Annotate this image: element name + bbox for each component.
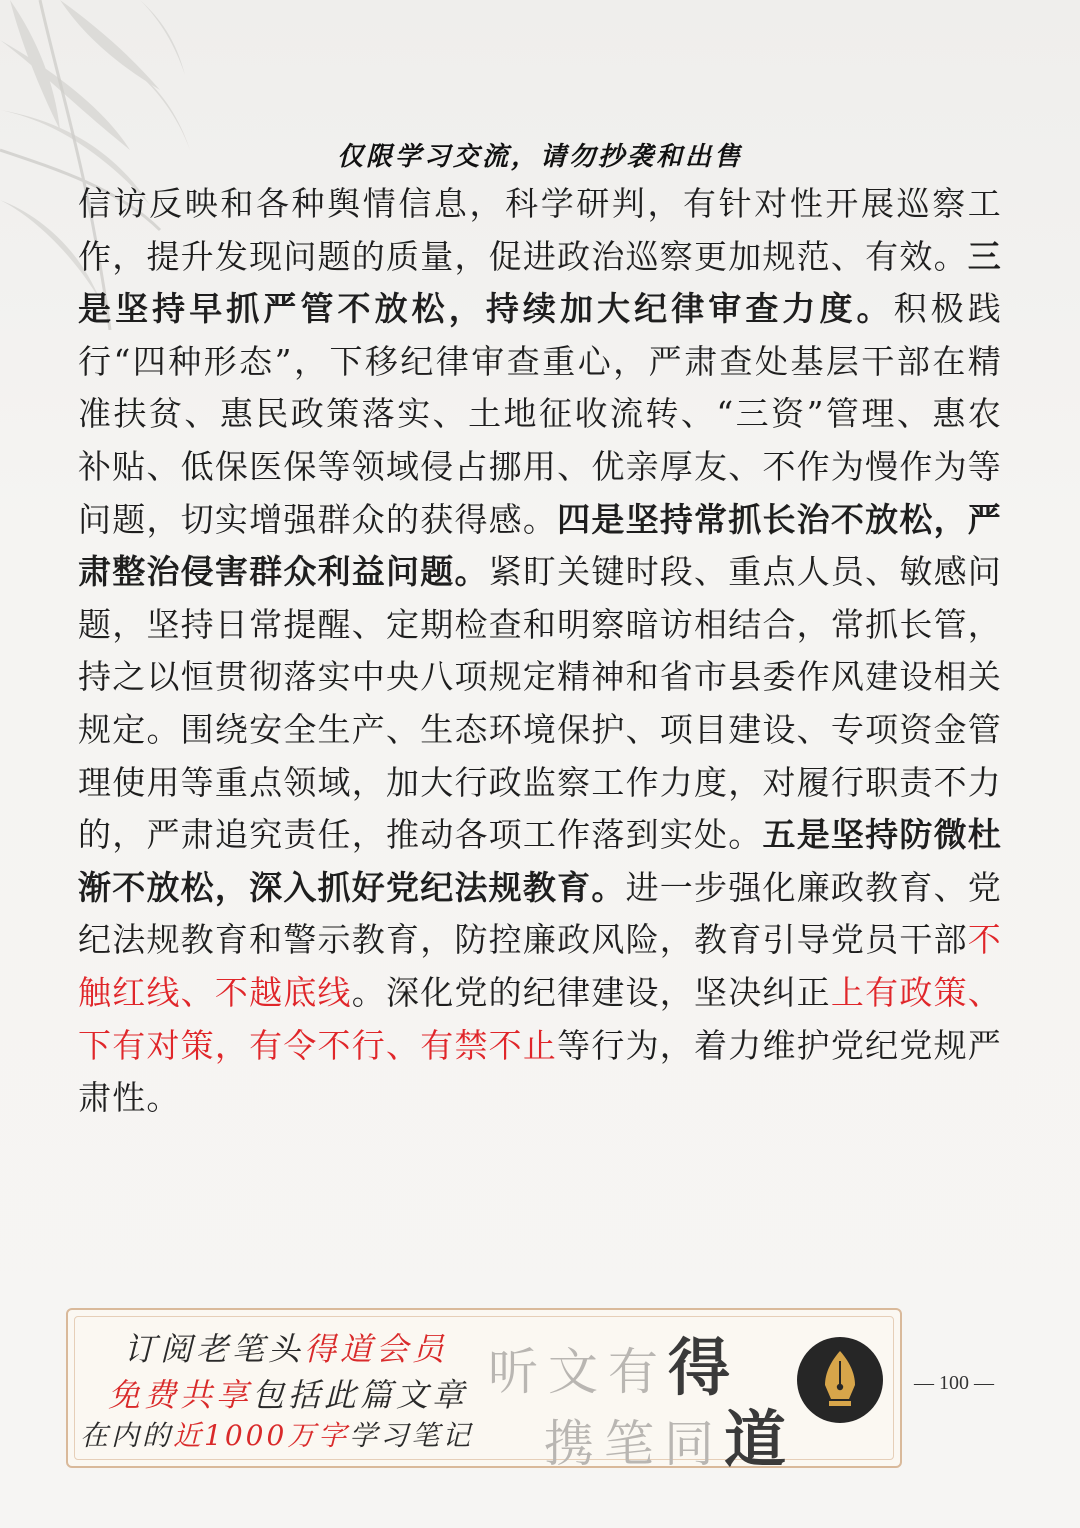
slogan-emphasis: 得 (668, 1331, 741, 1404)
highlight-red-text: 上有政策、下有对策，有令不行、有禁不止 (78, 972, 1002, 1065)
banner-line-2 (108, 1370, 468, 1416)
highlight-red-text: 不触红线、不越底线 (78, 920, 1002, 1012)
paragraph-text: 信访反映和各种舆情信息，科学研判，有针对性开展巡察工作，提升发现问题的质量，促进政治巡察更加规范、有效。 (78, 184, 1002, 276)
slogan-text: 听文有 (488, 1343, 668, 1401)
key-point-three: 三是坚持早抓严管不放松，持续加大纪律审查力度。 (78, 236, 1002, 329)
banner-text: 在内的 (80, 1419, 174, 1452)
banner-text: 学习笔记 (349, 1419, 474, 1452)
slogan-emphasis: 道 (724, 1403, 797, 1476)
header-notice: 仅限学习交流，请勿抄袭和出售 (336, 142, 743, 172)
banner-text: 包括此篇文章 (252, 1376, 469, 1414)
key-point-five: 五是坚持防微杜渐不放松，深入抓好党纪法规教育。 (78, 815, 1003, 907)
paragraph-text: 紧盯关键时段、重点人员、敏感问题，坚持日常提醒、定期检查和明察暗访相结合，常抓长管，持之以恒贯彻落实中央八项规定精神和省市县委作风建设相关规定。围绕安全生产、生态环境保护、项目建设、专项资金管理使用等重点领域，加大行政监察工作力度，对履行职责不力的，严肃追究责任，推动各项工作落到实处。 (78, 552, 1003, 855)
article-body (78, 178, 1002, 1125)
banner-text: 订阅老笔头 (124, 1330, 305, 1368)
banner-highlight: 得道会员 (304, 1330, 449, 1368)
banner-line-1 (124, 1324, 448, 1370)
key-point-four: 四是坚持常抓长治不放松，严肃整治侵害群众利益问题。 (78, 499, 1002, 592)
slogan-text: 携笔同 (544, 1415, 724, 1473)
banner-highlight: 近1000万字 (173, 1419, 350, 1452)
paragraph-text: 积极践行“四种形态”，下移纪律审查重心，严肃查处基层干部在精准扶贫、惠民政策落实、土地征收流转、“三资”管理、惠农补贴、低保医保等领域侵占挪用、优亲厚友、不作为慢作为等问题，切实增强群众的获得感。 (78, 289, 1002, 539)
page-number: — 100 — (914, 1372, 994, 1394)
banner-slogan-2 (544, 1390, 796, 1479)
paragraph-text: 等行为，着力维护党纪党规严肃性。 (78, 1025, 1002, 1118)
paragraph-text: 进一步强化廉政教育、党纪法规教育和警示教育，防控廉政风险，教育引导党员干部 (78, 867, 1003, 960)
banner-line-3 (80, 1414, 473, 1454)
subscription-banner[interactable] (66, 1308, 902, 1476)
paragraph-text: 。深化党的纪律建设，坚决纠正 (351, 972, 831, 1012)
banner-highlight: 免费共享 (108, 1376, 253, 1414)
fountain-pen-nib-icon (797, 1337, 883, 1423)
